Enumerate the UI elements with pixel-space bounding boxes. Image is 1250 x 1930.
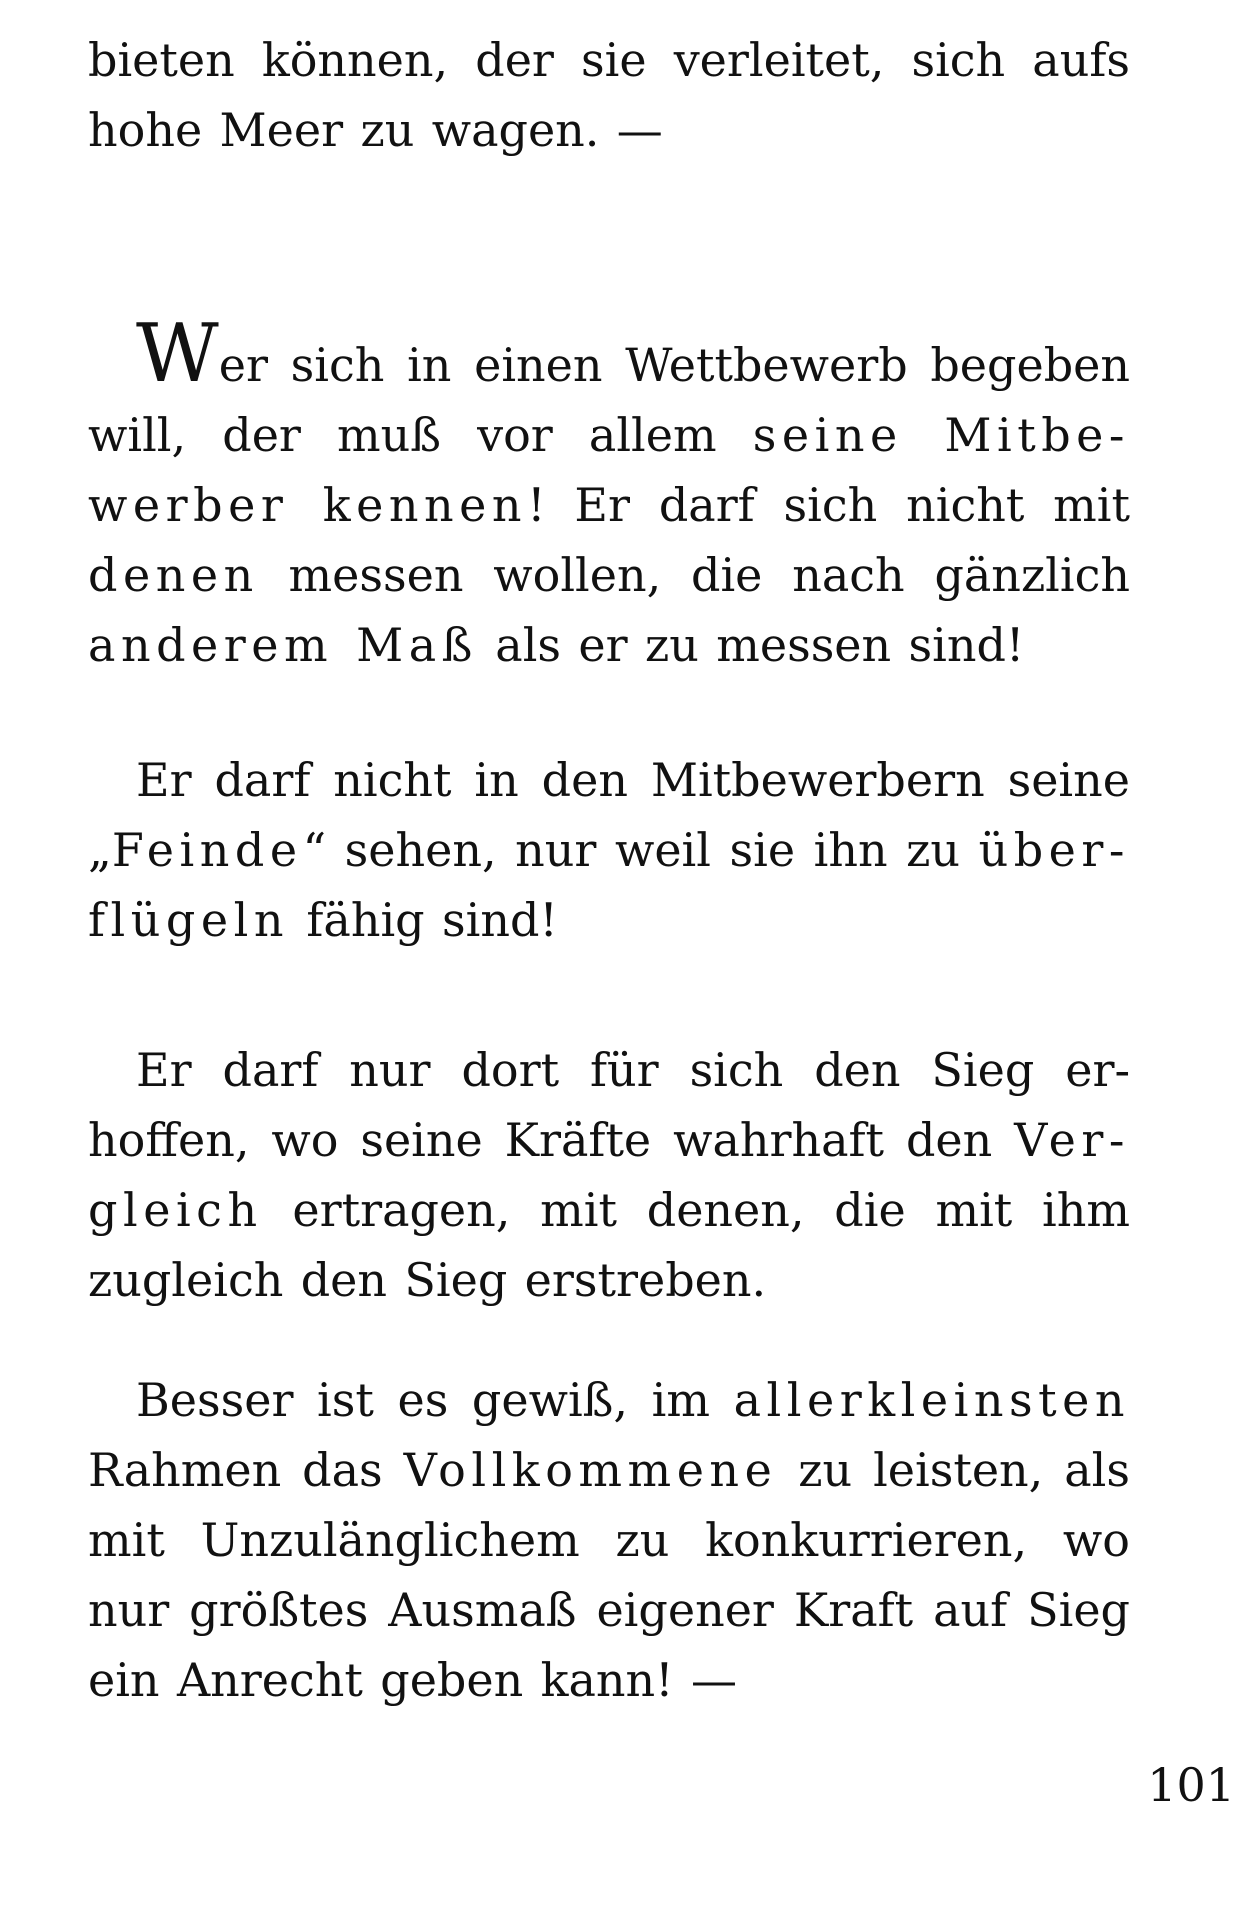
text-line bbox=[88, 1365, 1130, 1435]
text-segment: „ bbox=[88, 823, 112, 877]
letterspaced-segment: gleich bbox=[88, 1183, 263, 1237]
text-segment: zu leisten, als bbox=[777, 1443, 1131, 1497]
text-segment: Rahmen das bbox=[88, 1443, 404, 1497]
text-line bbox=[88, 1505, 1130, 1575]
text-line bbox=[88, 745, 1130, 815]
letterspaced-segment: werber kennen bbox=[88, 478, 528, 532]
text-segment: hoffen, wo seine Kräfte wahrhaft den bbox=[88, 1113, 1015, 1167]
letterspaced-segment: denen bbox=[88, 548, 259, 602]
paragraph bbox=[88, 1035, 1130, 1315]
text-segment: ! Er darf sich nicht mit bbox=[527, 478, 1130, 532]
text-segment: messen wollen, die nach gänzlich bbox=[258, 548, 1130, 602]
text-segment: als er zu messen sind! bbox=[477, 618, 1025, 672]
text-line bbox=[88, 1105, 1130, 1175]
text-line bbox=[88, 1035, 1130, 1105]
paragraph bbox=[88, 306, 1130, 680]
text-line bbox=[88, 470, 1130, 540]
text-line bbox=[88, 1575, 1130, 1645]
letterspaced-segment: seine Mitbe- bbox=[752, 408, 1130, 462]
letterspaced-segment: über- bbox=[978, 823, 1130, 877]
text-line bbox=[88, 815, 1130, 885]
text-line bbox=[88, 610, 1130, 680]
text-segment: will, der muß vor allem bbox=[88, 408, 753, 462]
text-segment: er sich in einen Wettbewerb begeben bbox=[218, 338, 1130, 392]
text-segment: zugleich den Sieg erstreben. bbox=[88, 1253, 767, 1307]
paragraph bbox=[88, 25, 1130, 165]
text-segment: “ sehen, nur weil sie ihn zu bbox=[302, 823, 979, 877]
paragraph bbox=[88, 1365, 1130, 1715]
letterspaced-segment: Ver- bbox=[1014, 1113, 1130, 1167]
letterspaced-segment: anderem Maß bbox=[88, 618, 478, 672]
text-line bbox=[88, 540, 1130, 610]
text-segment: fähig sind! bbox=[289, 893, 558, 947]
text-segment: Er darf nicht in den Mitbewerbern seine bbox=[136, 753, 1130, 807]
letterspaced-segment: flügeln bbox=[88, 893, 290, 947]
text-line bbox=[88, 1435, 1130, 1505]
text-line bbox=[88, 1245, 1130, 1315]
text-line bbox=[88, 1175, 1130, 1245]
text-line bbox=[88, 25, 1130, 95]
page-number: 101 bbox=[1147, 1758, 1235, 1812]
text-line bbox=[88, 400, 1130, 470]
text-segment: ertragen, mit denen, die mit ihm bbox=[262, 1183, 1130, 1237]
text-line bbox=[88, 885, 1130, 955]
letterspaced-segment: Feinde bbox=[111, 823, 303, 877]
text-segment: bieten können, der sie verleitet, sich aufs bbox=[88, 33, 1130, 87]
text-segment: hohe Meer zu wagen. — bbox=[88, 103, 663, 157]
text-segment: Besser ist es gewiß, im bbox=[136, 1373, 734, 1427]
drop-cap-initial: W bbox=[136, 306, 219, 400]
text-segment: mit Unzulänglichem zu konkurrieren, wo bbox=[88, 1513, 1130, 1567]
text-line bbox=[88, 1645, 1130, 1715]
letterspaced-segment: Vollkommene bbox=[403, 1443, 778, 1497]
paragraph bbox=[88, 745, 1130, 955]
text-segment: ein Anrecht geben kann! — bbox=[88, 1653, 738, 1707]
text-line bbox=[88, 306, 1130, 400]
text-line bbox=[88, 95, 1130, 165]
letterspaced-segment: allerkleinsten bbox=[733, 1373, 1130, 1427]
text-segment: Er darf nur dort für sich den Sieg er- bbox=[136, 1043, 1130, 1097]
text-segment: nur größtes Ausmaß eigener Kraft auf Sieg bbox=[88, 1583, 1130, 1637]
